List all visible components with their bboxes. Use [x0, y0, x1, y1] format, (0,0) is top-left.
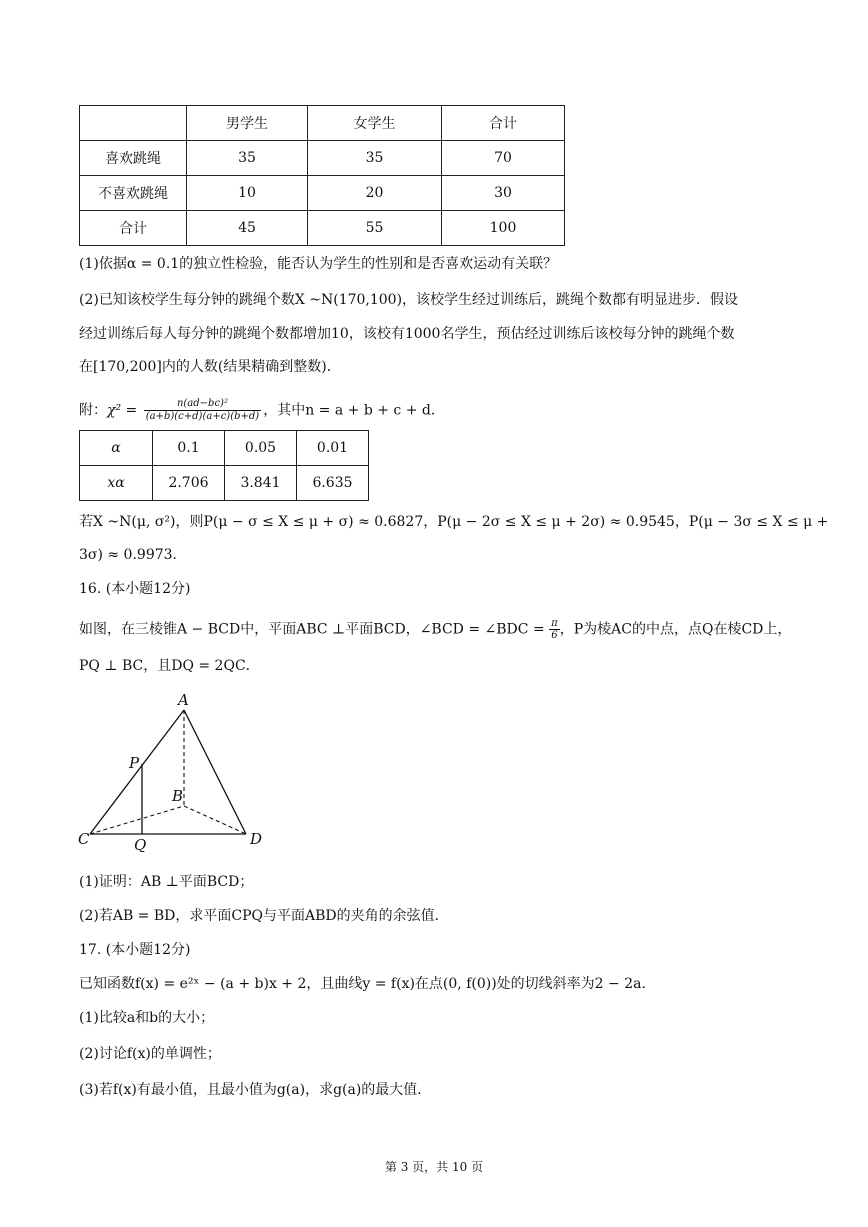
chi-square-fraction: [144, 398, 261, 423]
table-row: [80, 176, 565, 211]
table-cell: 35: [187, 141, 308, 176]
table-cell: 女学生: [308, 106, 442, 141]
label-q: Q: [134, 836, 147, 852]
tetrahedron-figure: [72, 688, 272, 852]
q16-stem-line2: PQ ⊥ BC，且DQ = 2QC．: [79, 658, 260, 674]
appendix-tail: ，其中n = a + b + c + d．: [263, 402, 445, 419]
table-cell: 合计: [442, 106, 565, 141]
q16-part2: (2)若AB = BD，求平面CPQ与平面ABD的夹角的余弦值．: [79, 908, 449, 924]
appendix-label: 附：: [79, 402, 107, 419]
q17-part1: (1)比较a和b的大小；: [79, 1010, 215, 1026]
table-cell: 合计: [80, 211, 187, 246]
table-cell: 35: [308, 141, 442, 176]
table-row: [80, 466, 369, 501]
table-cell: 20: [308, 176, 442, 211]
table-cell: α: [80, 431, 153, 466]
normal-distribution-line1: 若X ~N(μ, σ²)，则P(μ − σ ≤ X ≤ μ + σ) ≈ 0.6827，P(μ − 2σ ≤ X ≤ μ + 2σ) ≈ 0.9545，P(μ − 3σ ≤ X ≤ μ +: [79, 514, 829, 530]
table-header-row: [80, 106, 565, 141]
label-d: D: [250, 830, 263, 848]
table-cell: 0.05: [225, 431, 297, 466]
table-cell: 100: [442, 211, 565, 246]
table-cell: 0.1: [153, 431, 225, 466]
q15-part2-line1: (2)已知该校学生每分钟的跳绳个数X ~N(170,100)，该校学生经过训练后，跳绳个数都有明显进步．假设: [79, 292, 739, 308]
table-cell: 70: [442, 141, 565, 176]
table-cell: 喜欢跳绳: [80, 141, 187, 176]
table-cell: 30: [442, 176, 565, 211]
pi-over-six-fraction: [549, 618, 560, 641]
table-cell: 6.635: [297, 466, 369, 501]
q17-part2: (2)讨论f(x)的单调性；: [79, 1046, 221, 1062]
label-c: C: [78, 830, 90, 848]
q15-part1: (1)依据α = 0.1的独立性检验，能否认为学生的性别和是否喜欢运动有关联？: [79, 256, 558, 272]
page-footer: 第 3 页，共 10 页: [384, 1160, 484, 1174]
q16-stem-part1: 如图，在三棱锥A − BCD中，平面ABC ⊥平面BCD，∠BCD = ∠BDC =: [79, 621, 545, 638]
table-cell: 0.01: [297, 431, 369, 466]
label-p: P: [129, 754, 140, 772]
q16-title: 16. (本小题12分): [79, 581, 191, 597]
table-cell: 2.706: [153, 466, 225, 501]
q16-stem-part2: ，P为棱AC的中点，点Q在棱CD上，: [559, 621, 792, 638]
q15-part2-line2: 经过训练后每人每分钟的跳绳个数都增加10，该校有1000名学生，预估经过训练后该校每分钟的跳绳个数: [79, 326, 735, 342]
appendix-formula: [79, 398, 445, 423]
normal-distribution-line2: 3σ) ≈ 0.9973．: [79, 547, 187, 563]
edge-ad: [184, 710, 246, 834]
table-cell: 45: [187, 211, 308, 246]
q15-part2-line3: 在[170,200]内的人数(结果精确到整数)．: [79, 359, 341, 375]
fraction-numerator: π: [551, 618, 558, 629]
q17-stem: 已知函数f(x) = e²ˣ − (a + b)x + 2，且曲线y = f(x)在点(0, f(0))处的切线斜率为2 − 2a．: [79, 976, 656, 992]
q17-part3: (3)若f(x)有最小值，且最小值为g(a)，求g(a)的最大值．: [79, 1082, 432, 1098]
q17-title: 17. (本小题12分): [79, 942, 191, 958]
q16-stem-line1: [79, 618, 791, 641]
table-row: [80, 211, 565, 246]
edge-cb-hidden: [90, 806, 184, 834]
fraction-numerator: n(ad−bc)²: [144, 398, 261, 411]
table-cell: [80, 106, 187, 141]
fraction-denominator: (a+b)(c+d)(a+c)(b+d): [145, 411, 260, 422]
contingency-table: [79, 105, 565, 246]
table-cell: 10: [187, 176, 308, 211]
label-a: A: [178, 691, 189, 709]
chi-square-symbol: χ² =: [107, 402, 138, 419]
edge-ac: [90, 710, 184, 834]
table-cell: xα: [80, 466, 153, 501]
q16-part1: (1)证明：AB ⊥平面BCD；: [79, 874, 254, 890]
label-b: B: [172, 787, 184, 805]
edge-bd-hidden: [184, 806, 246, 834]
table-cell: 55: [308, 211, 442, 246]
table-row: [80, 141, 565, 176]
critical-value-table: [79, 430, 369, 501]
table-cell: 不喜欢跳绳: [80, 176, 187, 211]
fraction-denominator: 6: [551, 630, 558, 641]
table-cell: 3.841: [225, 466, 297, 501]
table-cell: 男学生: [187, 106, 308, 141]
table-row: [80, 431, 369, 466]
